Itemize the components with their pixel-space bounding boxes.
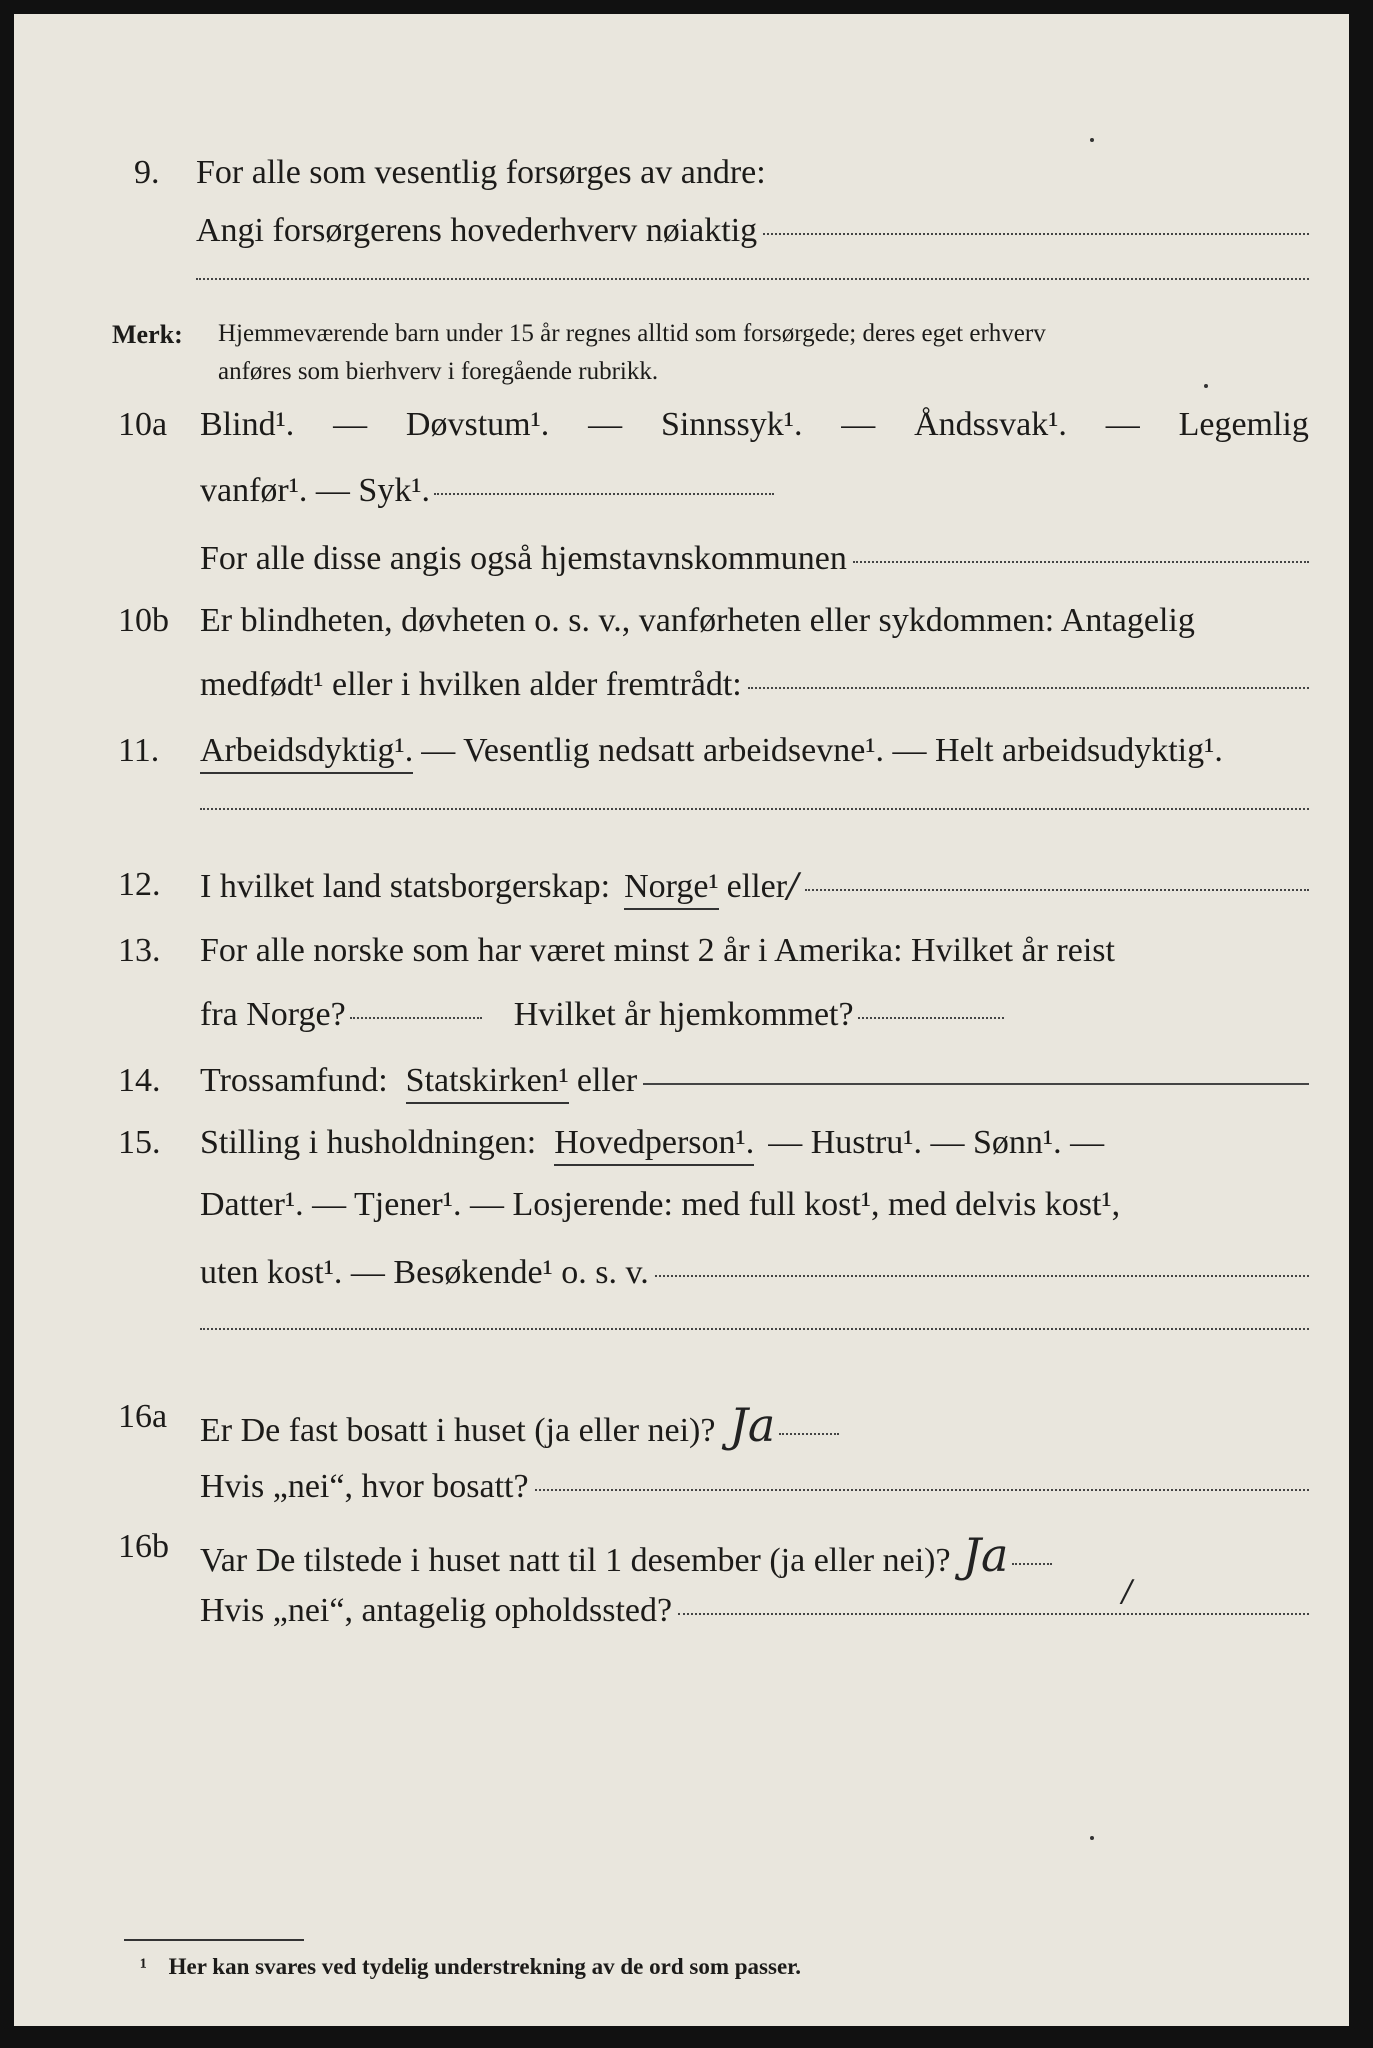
q16a-handwritten-answer: Ja [729, 1398, 776, 1452]
q13-year-left-line[interactable] [350, 1017, 482, 1019]
q10a-dash: — [841, 406, 876, 443]
q16b-where-line[interactable] [678, 1613, 1309, 1615]
q10a-line2 [200, 472, 1309, 510]
q13-line1: For alle norske som har været minst 2 år i Amerika: Hvilket år reist [200, 932, 1115, 969]
q16b-number: 16b [118, 1528, 169, 1565]
q16a-number: 16a [118, 1398, 168, 1435]
q13-year-returned: Hvilket år hjemkommet? [513, 996, 854, 1033]
q14-label: Trossamfund: [200, 1062, 388, 1099]
q15-answer-line-2[interactable] [200, 1328, 1309, 1330]
q16b-answer-line[interactable] [1012, 1563, 1052, 1565]
footnote [140, 1954, 801, 1980]
q12-number: 12. [118, 866, 161, 903]
q9-text-3 [196, 284, 1309, 286]
q11-blank [200, 814, 1309, 816]
q16b-where-question: Hvis „nei“, antagelig opholdssted? [200, 1592, 673, 1629]
q10a-opt-andssvak: Åndssvak¹. [914, 406, 1067, 443]
q10b-number: 10b [118, 602, 169, 639]
q16a-line1 [200, 1398, 1309, 1452]
q9-text-2 [196, 212, 1309, 250]
q9-line2: Angi forsørgerens hovederhverv nøiaktig [196, 212, 758, 249]
footnote-mark: ¹ [140, 1954, 147, 1979]
q12-label: I hvilket land statsborgerskap: [200, 868, 611, 905]
q11-line [200, 732, 1309, 774]
q16b-line2 [200, 1592, 1309, 1630]
q10b-answer-line[interactable] [748, 687, 1309, 689]
q13-year-returned-line[interactable] [858, 1017, 1004, 1019]
q10a-line3-text: For alle disse angis også hjemstavnskommunen [200, 540, 847, 577]
q15-rest1: — Hustru¹. — Sønn¹. — [768, 1124, 1105, 1161]
merk-line1: Hjemmeværende barn under 15 år regnes alltid som forsørgede; deres eget erhverv [218, 320, 1046, 347]
census-form-page [14, 14, 1349, 2026]
ink-speck [1090, 138, 1094, 142]
ink-speck [1090, 1836, 1094, 1840]
q15-opt-hovedperson-underlined: Hovedperson¹. [554, 1124, 754, 1166]
q11-opt-arbeidsdyktig-underlined: Arbeidsdyktig¹. [200, 732, 413, 774]
q10a-opt-sinnssyk: Sinnssyk¹. [660, 406, 803, 443]
footnote-text: Her kan svares ved tydelig understrekning av de ord som passer. [168, 1954, 801, 1979]
q14-answer-line[interactable] [643, 1083, 1309, 1085]
q10a-line1 [200, 406, 1309, 444]
q15-line3-text: uten kost¹. — Besøkende¹ o. s. v. [200, 1254, 649, 1291]
q9-line1: For alle som vesentlig forsørges av andre: [196, 154, 766, 191]
q10a-opt-legemlig: Legemlig [1178, 406, 1309, 443]
q15-answer-line[interactable] [655, 1275, 1309, 1277]
q14-line [200, 1062, 1309, 1104]
q9-answer-line[interactable] [763, 233, 1309, 235]
q10a-opt-dovstum: Døvstum¹. [405, 406, 550, 443]
q12-opt-norge-underlined: Norge¹ [624, 868, 719, 910]
q16a-where-line[interactable] [535, 1489, 1309, 1491]
q10a-line2-text: vanfør¹. — Syk¹. [200, 472, 431, 509]
q10b-line2 [200, 666, 1309, 704]
q14-eller: eller [576, 1062, 638, 1099]
q11-rest: — Vesentlig nedsatt arbeidsevne¹. — Helt arbeidsudyktig¹. [421, 732, 1223, 769]
q16a-where-question: Hvis „nei“, hvor bosatt? [200, 1468, 529, 1505]
q15-number: 15. [118, 1124, 161, 1161]
q12-handwritten-mark: / [787, 866, 799, 906]
q10b-line1: Er blindheten, døvheten o. s. v., vanførheten eller sykdommen: Antagelig [200, 602, 1195, 639]
q16b-handwritten-mark: / [1122, 1574, 1133, 1609]
q13-from-norway: fra Norge? [200, 996, 346, 1033]
q12-answer-line[interactable] [805, 889, 1309, 891]
q14-opt-statskirken-underlined: Statskirken¹ [406, 1062, 569, 1104]
q10a-dash: — [333, 406, 368, 443]
footnote-rule [124, 1939, 304, 1941]
q16a-question: Er De fast bosatt i huset (ja eller nei)? [200, 1412, 716, 1449]
q14-number: 14. [118, 1062, 161, 1099]
q12-line [200, 866, 1309, 910]
q15-line3 [200, 1254, 1309, 1292]
q10a-number: 10a [118, 406, 168, 443]
q16b-line1 [200, 1528, 1309, 1582]
q9-number: 9. [134, 154, 160, 191]
q16b-handwritten-answer: Ja [962, 1528, 1009, 1582]
q15-label: Stilling i husholdningen: [200, 1124, 537, 1161]
q15-line2: Datter¹. — Tjener¹. — Losjerende: med full kost¹, med delvis kost¹, [200, 1186, 1121, 1223]
q10a-dash: — [1105, 406, 1140, 443]
q10a-answer-line[interactable] [434, 493, 774, 495]
q11-answer-line[interactable] [200, 808, 1309, 810]
merk-label: Merk: [112, 320, 183, 349]
q15-line1 [200, 1124, 1309, 1166]
q11-number: 11. [118, 732, 160, 769]
merk-line2: anføres som bierhverv i foregående rubrikk. [218, 358, 659, 385]
q13-number: 13. [118, 932, 161, 969]
q9-answer-line-2[interactable] [196, 278, 1309, 280]
q10b-line2-text: medfødt¹ eller i hvilken alder fremtrådt: [200, 666, 742, 703]
q12-eller: eller [726, 868, 788, 905]
q13-line2 [200, 996, 1309, 1034]
q15-blank [200, 1334, 1309, 1336]
ink-speck [1204, 384, 1208, 388]
q16b-question: Var De tilstede i huset natt til 1 desember (ja eller nei)? [200, 1542, 951, 1579]
q10a-line3 [200, 540, 1309, 578]
q9-text-1 [196, 154, 1309, 192]
q10a-home-line[interactable] [853, 561, 1309, 563]
q10a-opt-blind: Blind¹. [200, 406, 295, 443]
q16a-answer-line[interactable] [779, 1433, 839, 1435]
q10a-dash: — [588, 406, 623, 443]
q16a-line2 [200, 1468, 1309, 1506]
